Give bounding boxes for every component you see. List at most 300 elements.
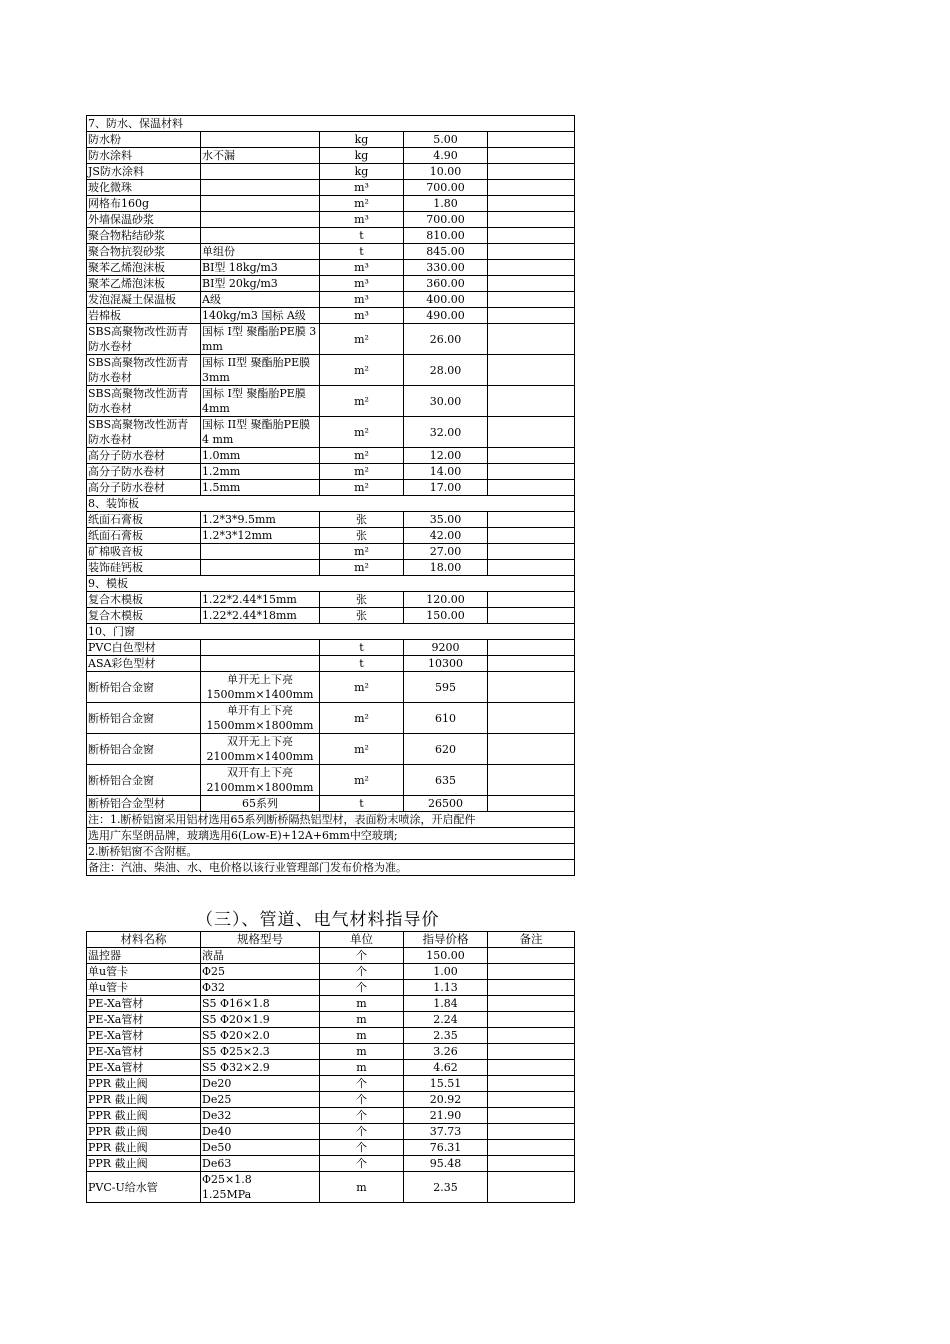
unit: m² <box>320 417 404 448</box>
spec-model <box>201 560 320 576</box>
guide-price: 2.35 <box>404 1028 488 1044</box>
table-row <box>87 1092 575 1108</box>
spec-model: 国标 II型 聚酯胎PE膜 3mm <box>201 355 320 386</box>
spec-model: 国标 I型 聚酯胎PE膜 4mm <box>201 386 320 417</box>
unit: m² <box>320 355 404 386</box>
table-row <box>87 228 575 244</box>
pipes-electrical-table <box>86 931 575 1203</box>
unit: m² <box>320 386 404 417</box>
remark <box>488 1140 575 1156</box>
unit: m³ <box>320 292 404 308</box>
spec-model: 1.5mm <box>201 480 320 496</box>
remark <box>488 544 575 560</box>
unit: m³ <box>320 260 404 276</box>
spec-model: A级 <box>201 292 320 308</box>
guide-price: 95.48 <box>404 1156 488 1172</box>
spec-model: S5 Φ20×2.0 <box>201 1028 320 1044</box>
material-name: 防水粉 <box>87 132 201 148</box>
material-name: SBS高聚物改性沥青防水卷材 <box>87 386 201 417</box>
table-row <box>87 964 575 980</box>
table-row <box>87 640 575 656</box>
material-name: PE-Xa管材 <box>87 1044 201 1060</box>
remark <box>488 480 575 496</box>
category-row <box>87 624 575 640</box>
unit: m <box>320 1028 404 1044</box>
table-row <box>87 276 575 292</box>
guide-price: 10.00 <box>404 164 488 180</box>
guide-price: 26500 <box>404 796 488 812</box>
material-name: 防水涂料 <box>87 148 201 164</box>
material-name: 聚合物抗裂砂浆 <box>87 244 201 260</box>
table-row <box>87 1156 575 1172</box>
spec-model: S5 Φ25×2.3 <box>201 1044 320 1060</box>
note-row <box>87 812 575 828</box>
unit: m <box>320 1060 404 1076</box>
guide-price: 700.00 <box>404 180 488 196</box>
spec-model: 1.2*3*12mm <box>201 528 320 544</box>
material-name: ASA彩色型材 <box>87 656 201 672</box>
remark <box>488 448 575 464</box>
table-row <box>87 244 575 260</box>
note-row <box>87 844 575 860</box>
spec-model <box>201 656 320 672</box>
unit: t <box>320 796 404 812</box>
remark <box>488 228 575 244</box>
spec-model <box>201 640 320 656</box>
unit: 张 <box>320 592 404 608</box>
guide-price: 2.24 <box>404 1012 488 1028</box>
material-name: 高分子防水卷材 <box>87 448 201 464</box>
guide-price: 3.26 <box>404 1044 488 1060</box>
material-name: 高分子防水卷材 <box>87 464 201 480</box>
table-row <box>87 132 575 148</box>
spec-model <box>201 164 320 180</box>
remark <box>488 528 575 544</box>
remark <box>488 1108 575 1124</box>
spec-model: S5 Φ16×1.8 <box>201 996 320 1012</box>
note-text: 2.断桥铝窗不含附框。 <box>87 844 575 860</box>
unit: kg <box>320 132 404 148</box>
unit: t <box>320 244 404 260</box>
spec-model: S5 Φ20×1.9 <box>201 1012 320 1028</box>
spec-model: 双开无上下亮 2100mm×1400mm <box>201 734 320 765</box>
table-row <box>87 1012 575 1028</box>
table-row <box>87 196 575 212</box>
remark <box>488 964 575 980</box>
material-name: PPR 截止阀 <box>87 1108 201 1124</box>
remark <box>488 260 575 276</box>
unit: kg <box>320 148 404 164</box>
material-name: 单u管卡 <box>87 964 201 980</box>
unit: 张 <box>320 608 404 624</box>
remark <box>488 980 575 996</box>
header-unit: 单位 <box>320 932 404 948</box>
material-name: PE-Xa管材 <box>87 1060 201 1076</box>
spec-model: De40 <box>201 1124 320 1140</box>
spec-model: 国标 I型 聚酯胎PE膜 3 mm <box>201 324 320 355</box>
unit: m <box>320 996 404 1012</box>
table-row <box>87 765 575 796</box>
spec-model: De20 <box>201 1076 320 1092</box>
spec-model: 65系列 <box>201 796 320 812</box>
remark <box>488 324 575 355</box>
unit: m² <box>320 703 404 734</box>
table-row <box>87 212 575 228</box>
material-name: JS防水涂料 <box>87 164 201 180</box>
remark <box>488 592 575 608</box>
remark <box>488 765 575 796</box>
spec-model <box>201 180 320 196</box>
material-name: 纸面石膏板 <box>87 528 201 544</box>
guide-price: 330.00 <box>404 260 488 276</box>
category-label: 9、模板 <box>87 576 575 592</box>
guide-price: 595 <box>404 672 488 703</box>
spec-model <box>201 212 320 228</box>
guide-price: 12.00 <box>404 448 488 464</box>
remark <box>488 355 575 386</box>
unit: m³ <box>320 276 404 292</box>
material-name: 聚合物粘结砂浆 <box>87 228 201 244</box>
category-label: 10、门窗 <box>87 624 575 640</box>
unit: m² <box>320 448 404 464</box>
spec-model: BI型 18kg/m3 <box>201 260 320 276</box>
unit: 张 <box>320 528 404 544</box>
material-name: 高分子防水卷材 <box>87 480 201 496</box>
guide-price: 810.00 <box>404 228 488 244</box>
remark <box>488 196 575 212</box>
material-name: 发泡混凝土保温板 <box>87 292 201 308</box>
unit: 个 <box>320 948 404 964</box>
header-remark: 备注 <box>488 932 575 948</box>
table-row <box>87 560 575 576</box>
remark <box>488 180 575 196</box>
table-row <box>87 448 575 464</box>
remark <box>488 1172 575 1203</box>
guide-price: 35.00 <box>404 512 488 528</box>
table-row <box>87 260 575 276</box>
guide-price: 15.51 <box>404 1076 488 1092</box>
spec-model: 单组份 <box>201 244 320 260</box>
guide-price: 4.90 <box>404 148 488 164</box>
table-row <box>87 703 575 734</box>
table-row <box>87 1140 575 1156</box>
remark <box>488 464 575 480</box>
remark <box>488 1092 575 1108</box>
table-row <box>87 608 575 624</box>
unit: m² <box>320 324 404 355</box>
spec-model: 1.2mm <box>201 464 320 480</box>
spec-model <box>201 132 320 148</box>
unit: m² <box>320 464 404 480</box>
table-row <box>87 796 575 812</box>
guide-price: 610 <box>404 703 488 734</box>
table-row <box>87 996 575 1012</box>
material-name: PVC白色型材 <box>87 640 201 656</box>
remark <box>488 1076 575 1092</box>
remark <box>488 1156 575 1172</box>
guide-price: 28.00 <box>404 355 488 386</box>
guide-price: 150.00 <box>404 948 488 964</box>
remark <box>488 1060 575 1076</box>
guide-price: 1.13 <box>404 980 488 996</box>
remark <box>488 640 575 656</box>
table-row <box>87 480 575 496</box>
unit: m² <box>320 672 404 703</box>
spec-model: 140kg/m3 国标 A级 <box>201 308 320 324</box>
table-row <box>87 164 575 180</box>
table-row <box>87 386 575 417</box>
guide-price: 18.00 <box>404 560 488 576</box>
material-name: 聚苯乙烯泡沫板 <box>87 276 201 292</box>
unit: 个 <box>320 1076 404 1092</box>
material-name: SBS高聚物改性沥青防水卷材 <box>87 324 201 355</box>
table-row <box>87 1108 575 1124</box>
spec-model: 单开无上下亮 1500mm×1400mm <box>201 672 320 703</box>
remark <box>488 244 575 260</box>
table-row <box>87 355 575 386</box>
guide-price: 37.73 <box>404 1124 488 1140</box>
guide-price: 5.00 <box>404 132 488 148</box>
spec-model: 国标 II型 聚酯胎PE膜 4 mm <box>201 417 320 448</box>
material-name: 断桥铝合金窗 <box>87 703 201 734</box>
material-name: PPR 截止阀 <box>87 1076 201 1092</box>
remark <box>488 656 575 672</box>
section-title-pipes-electrical: （三）、管道、电气材料指导价 <box>196 910 440 930</box>
spec-model: 1.22*2.44*18mm <box>201 608 320 624</box>
remark <box>488 560 575 576</box>
material-name: 外墙保温砂浆 <box>87 212 201 228</box>
guide-price: 26.00 <box>404 324 488 355</box>
unit: m <box>320 1012 404 1028</box>
table-row <box>87 464 575 480</box>
guide-price: 17.00 <box>404 480 488 496</box>
remark <box>488 948 575 964</box>
guide-price: 14.00 <box>404 464 488 480</box>
guide-price: 9200 <box>404 640 488 656</box>
guide-price: 360.00 <box>404 276 488 292</box>
table-row <box>87 148 575 164</box>
spec-model: 1.22*2.44*15mm <box>201 592 320 608</box>
table-row <box>87 292 575 308</box>
unit: 个 <box>320 1140 404 1156</box>
remark <box>488 996 575 1012</box>
guide-price: 400.00 <box>404 292 488 308</box>
material-name: PPR 截止阀 <box>87 1140 201 1156</box>
guide-price: 10300 <box>404 656 488 672</box>
unit: m³ <box>320 308 404 324</box>
spec-model: BI型 20kg/m3 <box>201 276 320 292</box>
remark <box>488 417 575 448</box>
remark <box>488 276 575 292</box>
remark <box>488 734 575 765</box>
unit: m² <box>320 196 404 212</box>
unit: 个 <box>320 964 404 980</box>
spec-model: 液晶 <box>201 948 320 964</box>
table-row <box>87 672 575 703</box>
table-row <box>87 734 575 765</box>
table-row <box>87 948 575 964</box>
unit: t <box>320 656 404 672</box>
material-name: 复合木模板 <box>87 592 201 608</box>
table-row <box>87 1044 575 1060</box>
remark <box>488 164 575 180</box>
remark <box>488 292 575 308</box>
guide-price: 42.00 <box>404 528 488 544</box>
material-name: 装饰硅钙板 <box>87 560 201 576</box>
remark <box>488 672 575 703</box>
note-text: 注：1.断桥铝窗采用铝材选用65系列断桥隔热铝型材，表面粉末喷涂，开启配件 <box>87 812 575 828</box>
category-row <box>87 576 575 592</box>
guide-price: 490.00 <box>404 308 488 324</box>
unit: m² <box>320 480 404 496</box>
table-row <box>87 1060 575 1076</box>
guide-price: 700.00 <box>404 212 488 228</box>
table-row <box>87 656 575 672</box>
spec-model: Φ32 <box>201 980 320 996</box>
remark <box>488 148 575 164</box>
header-spec: 规格型号 <box>201 932 320 948</box>
guide-price: 150.00 <box>404 608 488 624</box>
spec-model <box>201 196 320 212</box>
unit: m² <box>320 765 404 796</box>
spec-model <box>201 544 320 560</box>
unit: t <box>320 640 404 656</box>
remark <box>488 796 575 812</box>
spec-model: 水不漏 <box>201 148 320 164</box>
material-name: 单u管卡 <box>87 980 201 996</box>
guide-price: 1.84 <box>404 996 488 1012</box>
header-name: 材料名称 <box>87 932 201 948</box>
spec-model <box>201 228 320 244</box>
spec-model: De63 <box>201 1156 320 1172</box>
table-row <box>87 528 575 544</box>
guide-price: 1.00 <box>404 964 488 980</box>
unit: kg <box>320 164 404 180</box>
table-row <box>87 324 575 355</box>
remark <box>488 1124 575 1140</box>
table-row <box>87 180 575 196</box>
material-name: 矿棉吸音板 <box>87 544 201 560</box>
guide-price: 1.80 <box>404 196 488 212</box>
material-name: PE-Xa管材 <box>87 1028 201 1044</box>
header-price: 指导价格 <box>404 932 488 948</box>
spec-model: De32 <box>201 1108 320 1124</box>
unit: m <box>320 1172 404 1203</box>
material-name: 岩棉板 <box>87 308 201 324</box>
material-name: 复合木模板 <box>87 608 201 624</box>
spec-model: 1.0mm <box>201 448 320 464</box>
unit: m³ <box>320 212 404 228</box>
remark <box>488 132 575 148</box>
guide-price: 21.90 <box>404 1108 488 1124</box>
remark <box>488 512 575 528</box>
note-text: 备注：汽油、柴油、水、电价格以该行业管理部门发布价格为准。 <box>87 860 575 876</box>
spec-model: 双开有上下亮 2100mm×1800mm <box>201 765 320 796</box>
guide-price: 635 <box>404 765 488 796</box>
table-row <box>87 544 575 560</box>
guide-price: 620 <box>404 734 488 765</box>
material-name: PE-Xa管材 <box>87 1012 201 1028</box>
unit: m² <box>320 544 404 560</box>
material-name: 玻化微珠 <box>87 180 201 196</box>
category-label: 7、防水、保温材料 <box>87 116 575 132</box>
material-name: 断桥铝合金型材 <box>87 796 201 812</box>
guide-price: 20.92 <box>404 1092 488 1108</box>
guide-price: 76.31 <box>404 1140 488 1156</box>
spec-model: 单开有上下亮 1500mm×1800mm <box>201 703 320 734</box>
table-row <box>87 417 575 448</box>
guide-price: 845.00 <box>404 244 488 260</box>
remark <box>488 212 575 228</box>
spec-model: De25 <box>201 1092 320 1108</box>
remark <box>488 1028 575 1044</box>
guide-price: 4.62 <box>404 1060 488 1076</box>
guide-price: 120.00 <box>404 592 488 608</box>
spec-model: Φ25 <box>201 964 320 980</box>
material-name: 温控器 <box>87 948 201 964</box>
remark <box>488 608 575 624</box>
material-name: SBS高聚物改性沥青防水卷材 <box>87 417 201 448</box>
unit: 个 <box>320 1092 404 1108</box>
material-name: SBS高聚物改性沥青防水卷材 <box>87 355 201 386</box>
table-row <box>87 1172 575 1203</box>
unit: 个 <box>320 980 404 996</box>
remark <box>488 1044 575 1060</box>
header-row <box>87 932 575 948</box>
spec-model: De50 <box>201 1140 320 1156</box>
unit: m <box>320 1044 404 1060</box>
spec-model: S5 Φ32×2.9 <box>201 1060 320 1076</box>
remark <box>488 386 575 417</box>
unit: 个 <box>320 1108 404 1124</box>
material-name: PVC-U给水管 <box>87 1172 201 1203</box>
unit: 个 <box>320 1124 404 1140</box>
material-name: 断桥铝合金窗 <box>87 734 201 765</box>
unit: 张 <box>320 512 404 528</box>
unit: m² <box>320 734 404 765</box>
guide-price: 30.00 <box>404 386 488 417</box>
guide-price: 27.00 <box>404 544 488 560</box>
table-row <box>87 308 575 324</box>
table-row <box>87 1028 575 1044</box>
remark <box>488 308 575 324</box>
material-name: 聚苯乙烯泡沫板 <box>87 260 201 276</box>
waterproof-materials-table <box>86 115 575 876</box>
material-name: PPR 截止阀 <box>87 1124 201 1140</box>
table-row <box>87 1076 575 1092</box>
category-label: 8、装饰板 <box>87 496 575 512</box>
remark <box>488 703 575 734</box>
remark <box>488 1012 575 1028</box>
material-name: 纸面石膏板 <box>87 512 201 528</box>
spec-model: Φ25×1.8 1.25MPa <box>201 1172 320 1203</box>
guide-price: 32.00 <box>404 417 488 448</box>
unit: 个 <box>320 1156 404 1172</box>
table-row <box>87 592 575 608</box>
table-row <box>87 980 575 996</box>
unit: m² <box>320 560 404 576</box>
note-row <box>87 828 575 844</box>
material-name: 断桥铝合金窗 <box>87 765 201 796</box>
material-name: PE-Xa管材 <box>87 996 201 1012</box>
category-row <box>87 116 575 132</box>
material-name: 断桥铝合金窗 <box>87 672 201 703</box>
note-text: 选用广东坚朗品牌，玻璃选用6(Low-E)+12A+6mm中空玻璃; <box>87 828 575 844</box>
guide-price: 2.35 <box>404 1172 488 1203</box>
material-name: 网格布160g <box>87 196 201 212</box>
material-name: PPR 截止阀 <box>87 1156 201 1172</box>
material-name: PPR 截止阀 <box>87 1092 201 1108</box>
